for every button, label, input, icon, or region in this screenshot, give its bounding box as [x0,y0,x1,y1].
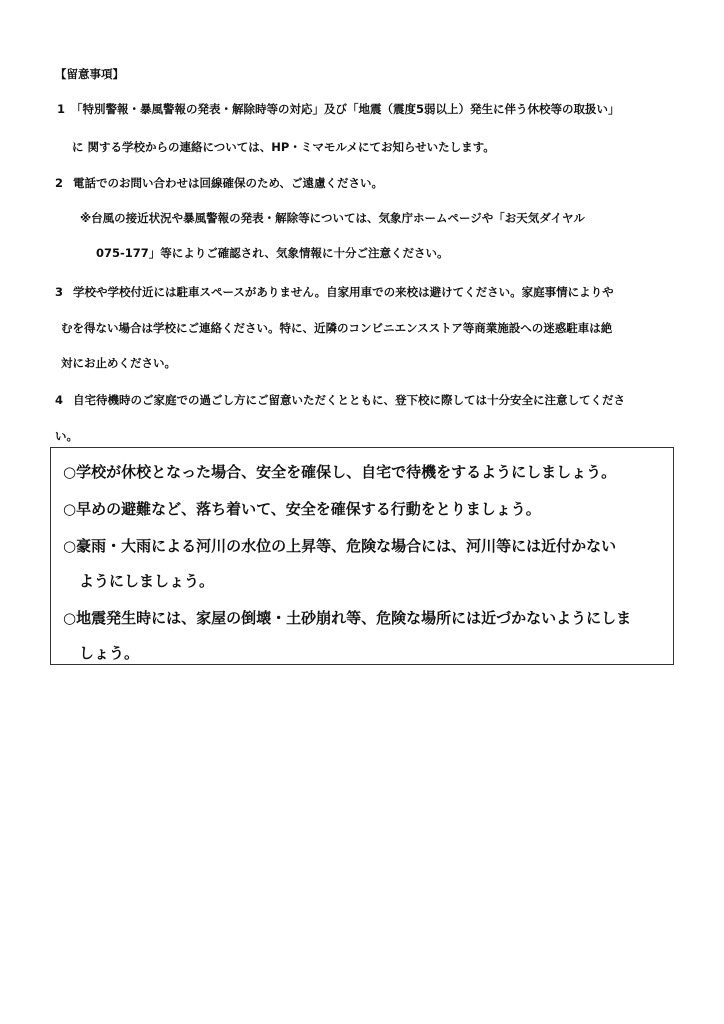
note-text-2-sub-line-1: ※台風の接近状況や暴風警報の発表・解除等については、気象庁ホームページや「お天気ダイヤル [80,211,585,225]
note-number-1: 1 [57,102,66,116]
note-text-1-line-2: に 関する学校からの連絡については、HP・ミマモルメにてお知らせいたします。 [72,140,495,154]
note-text-4-line-1: 自宅待機時のご家庭での過ごし方にご留意いただくとともに、登下校に際しては十分安全に注意してくださ [73,393,625,407]
note-text-2-line-1: 電話でのお問い合わせは回線確保のため、ご遠慮ください。 [73,176,384,190]
safety-notice-box [50,447,674,665]
note-number-4: 4 [55,393,64,407]
notes-heading: 【留意事項】 [55,67,124,81]
note-text-3-line-1: 学校や学校付近には駐車スペースがありません。自家用車での来校は避けてください。家庭事情によりや [73,285,614,299]
safety-item-4-line-1: ○地震発生時には、家屋の倒壊・土砂崩れ等、危険な場所には近づかないようにしま [63,609,632,627]
note-text-2-sub-line-2: 075-177」等によりご確認され、気象情報に十分ご注意ください。 [96,246,449,260]
safety-item-4-line-2: しょう。 [79,644,140,662]
safety-item-3-line-1: ○豪雨・大雨による河川の水位の上昇等、危険な場合には、河川等には近付かない [63,537,617,555]
note-text-3-line-2: むを得ない場合は学校にご連絡ください。特に、近隣のコンビニエンスストア等商業施設への迷惑駐車は絶 [61,321,613,335]
safety-item-1: ○学校が休校となった場合、安全を確保し、自宅で待機をするようにしましょう。 [63,463,617,481]
safety-item-3-line-2: ようにしましょう。 [79,572,215,590]
safety-item-2: ○早めの避難など、落ち着いて、安全を確保する行動をとりましょう。 [63,500,541,518]
note-text-4-line-2: い。 [55,429,78,443]
note-text-1-line-1: 「特別警報・暴風警報の発表・解除時等の対応」及び「地震（震度5弱以上）発生に伴う休校等の取扱い」 [71,102,620,116]
note-number-3: 3 [55,285,64,299]
note-number-2: 2 [55,176,64,190]
note-text-3-line-3: 対にお止めください。 [61,356,176,370]
